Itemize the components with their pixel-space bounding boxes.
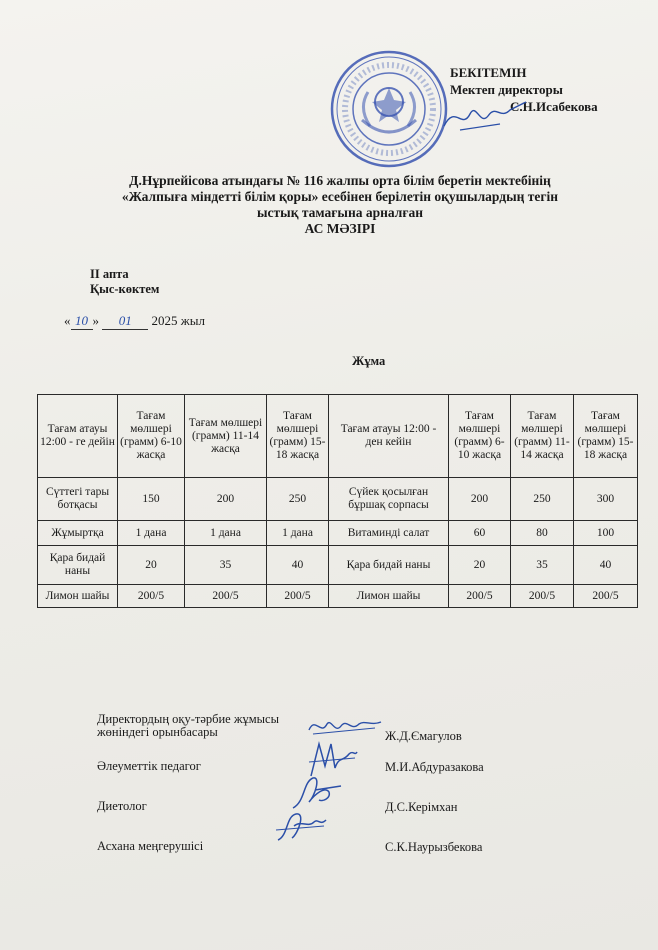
header-cell: Тағам мөлшері (грамм) 15-18 жасқа	[267, 395, 329, 478]
signatory-role: Диетолог	[97, 799, 147, 813]
table-cell: 1 дана	[185, 521, 267, 546]
signatory-role: Әлеуметтік педагог	[97, 759, 201, 773]
header-cell: Тағам мөлшері (грамм) 11-14 жасқа	[185, 395, 267, 478]
approval-heading: БЕКІТЕМІН	[450, 65, 527, 80]
title-line-1: Д.Нұрпейісова атындағы № 116 жалпы орта білім беретін мектебінің	[129, 173, 551, 188]
table-cell: Лимон шайы	[329, 585, 449, 608]
table-cell: 40	[574, 546, 638, 585]
table-cell: 1 дана	[267, 521, 329, 546]
table-cell: 40	[267, 546, 329, 585]
table-row	[38, 585, 638, 608]
menu-table	[37, 394, 638, 608]
table-cell: 300	[574, 478, 638, 521]
table-cell: Қара бидай наны	[329, 546, 449, 585]
signatory-name: Д.С.Керімхан	[385, 800, 458, 814]
kitchen-head-signature	[272, 808, 332, 846]
table-cell: 200	[185, 478, 267, 521]
table-cell: Қара бидай наны	[38, 546, 118, 585]
table-cell: Жұмыртқа	[38, 521, 118, 546]
director-signature	[440, 96, 530, 136]
table-cell: 200/5	[185, 585, 267, 608]
table-cell: 200/5	[449, 585, 511, 608]
table-cell: 60	[449, 521, 511, 546]
signatory-name: М.И.Абдуразакова	[385, 760, 484, 774]
table-row	[38, 521, 638, 546]
table-cell: 250	[511, 478, 574, 521]
date-open-quote: «	[64, 313, 71, 328]
table-cell: 1 дана	[118, 521, 185, 546]
table-cell: 80	[511, 521, 574, 546]
header-cell: Тағам мөлшері (грамм) 6-10 жасқа	[118, 395, 185, 478]
date-month: 01	[102, 313, 148, 330]
table-cell: Сүттегі тары ботқасы	[38, 478, 118, 521]
date-close-quote: »	[92, 313, 99, 328]
dietitian-signature	[285, 772, 345, 812]
table-cell: 200/5	[118, 585, 185, 608]
table-cell: 35	[185, 546, 267, 585]
table-cell: 20	[118, 546, 185, 585]
menu-date	[64, 313, 205, 330]
week-season	[90, 267, 159, 297]
date-day: 10	[71, 313, 93, 330]
school-seal-stamp	[328, 48, 450, 170]
title-line-3: ыстық тамағына арналған	[257, 205, 423, 220]
header-cell: Тағам мөлшері (грамм) 11-14 жасқа	[511, 395, 574, 478]
approval-name: С.Н.Исабекова	[510, 99, 598, 114]
table-cell: 35	[511, 546, 574, 585]
header-cell: Тағам атауы 12:00 - ге дейін	[38, 395, 118, 478]
table-cell: Витаминді салат	[329, 521, 449, 546]
title-line-4: АС МӘЗІРІ	[304, 221, 376, 236]
header-cell: Тағам мөлшері (грамм) 15-18 жасқа	[574, 395, 638, 478]
signatory-role: Асхана меңгерушісі	[97, 839, 204, 853]
table-cell: 20	[449, 546, 511, 585]
table-cell: 200/5	[574, 585, 638, 608]
table-cell: 200/5	[267, 585, 329, 608]
table-cell: 200/5	[511, 585, 574, 608]
table-cell: 100	[574, 521, 638, 546]
table-cell: Сүйек қосылған бұршақ сорпасы	[329, 478, 449, 521]
table-cell: 150	[118, 478, 185, 521]
table-row	[38, 478, 638, 521]
week-label: ІІ апта	[90, 267, 129, 281]
header-cell: Тағам мөлшері (грамм) 6-10 жасқа	[449, 395, 511, 478]
header-cell: Тағам атауы 12:00 - ден кейін	[329, 395, 449, 478]
approval-position: Мектеп директоры	[450, 82, 563, 97]
document-title	[80, 173, 600, 237]
table-cell: 250	[267, 478, 329, 521]
table-cell: 200	[449, 478, 511, 521]
season-label: Қыс-көктем	[90, 282, 160, 296]
signatory-role: Директордың оқу-тәрбие жұмысы жөніндегі орынбасары	[97, 712, 279, 739]
table-row	[38, 546, 638, 585]
weekday-label: Жұма	[352, 354, 386, 368]
table-cell: Лимон шайы	[38, 585, 118, 608]
signatory-name: С.К.Наурызбекова	[385, 840, 483, 854]
table-header-row	[38, 395, 638, 478]
title-line-2: «Жалпыға міндетті білім қоры» есебінен берілетін оқушылардың тегін	[121, 189, 559, 204]
signatory-name: Ж.Д.Ємагулов	[385, 729, 462, 743]
date-year: 2025 жыл	[151, 313, 205, 328]
